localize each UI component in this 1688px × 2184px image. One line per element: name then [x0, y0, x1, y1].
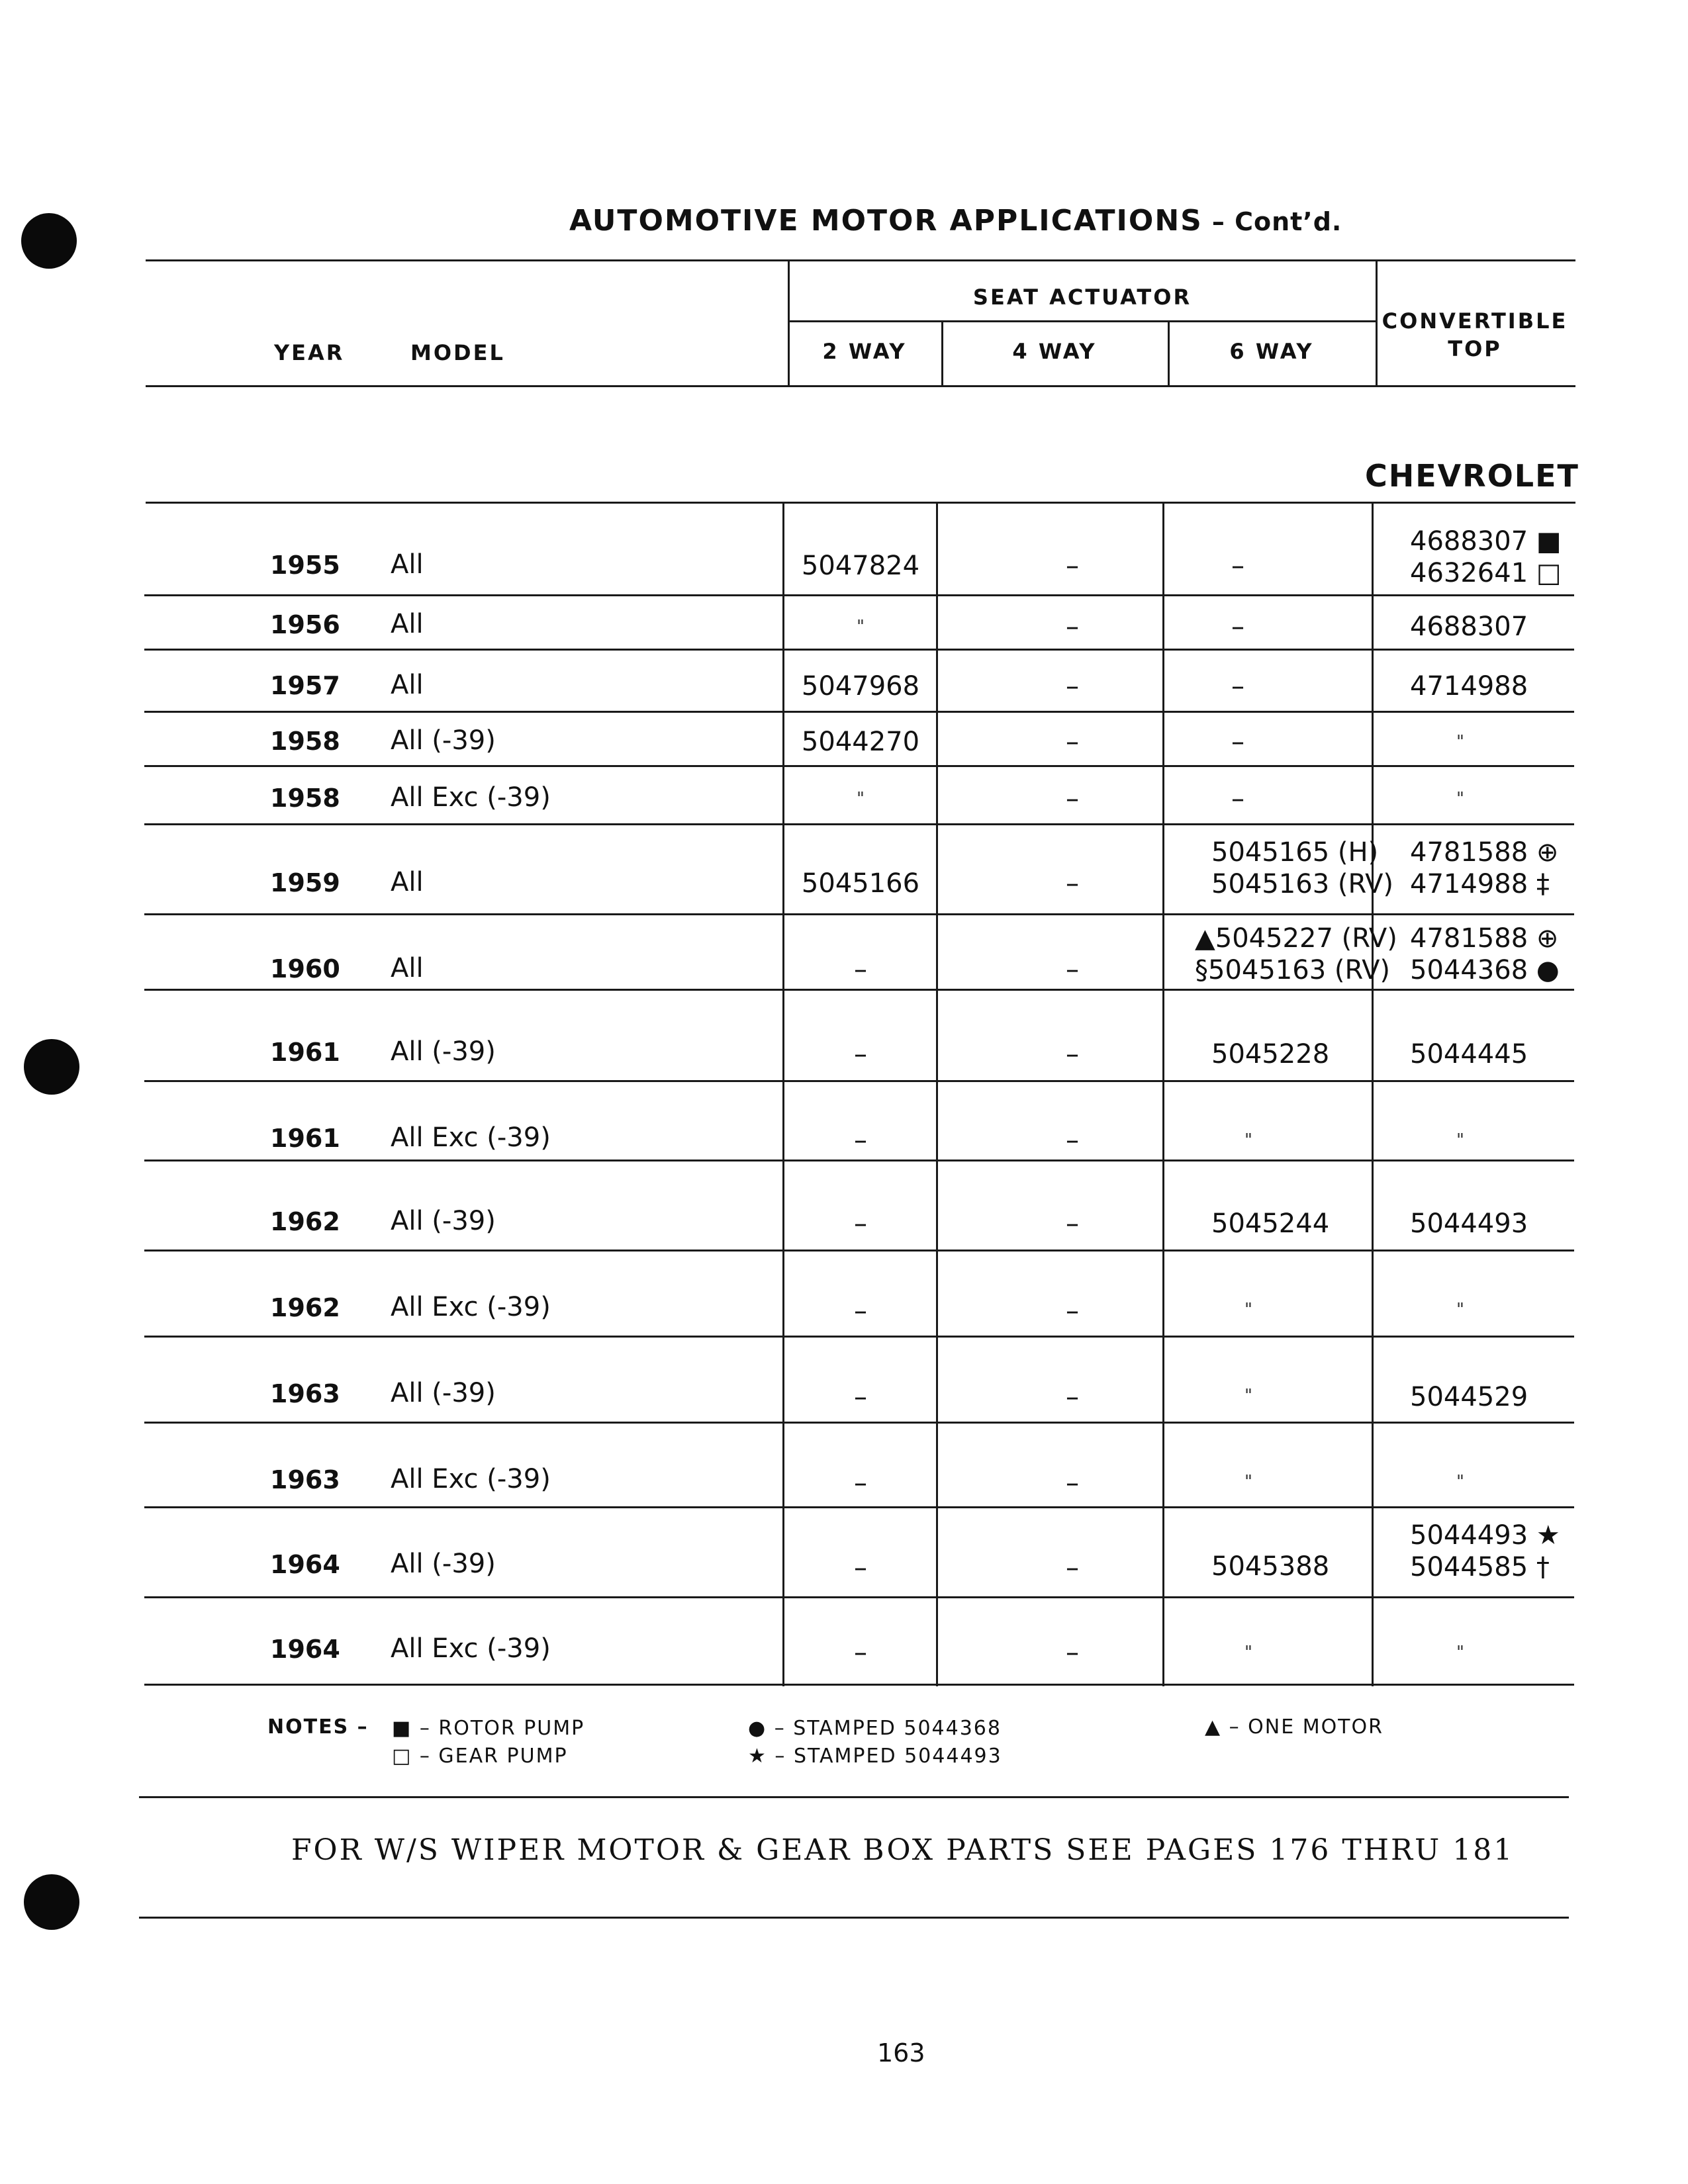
four-way-cell: –	[1066, 1296, 1079, 1326]
six-way-cell	[1195, 923, 1397, 986]
body-top-rule	[146, 502, 1575, 504]
year-cell: 1956	[270, 610, 340, 639]
four-way-cell: –	[1066, 1125, 1079, 1156]
four-way-cell: –	[1066, 868, 1079, 899]
year-cell: 1964	[270, 1550, 340, 1579]
six-way-value: –	[1231, 784, 1244, 814]
header-bottom-rule	[146, 385, 1575, 387]
header-four-way: 4 WAY	[1012, 339, 1097, 364]
convertible-top-cell	[1410, 1382, 1609, 1412]
six-way-cell	[1211, 1551, 1397, 1582]
binder-hole-top	[21, 213, 77, 269]
four-way-cell: –	[1066, 612, 1079, 642]
two-way-cell: –	[854, 1468, 867, 1498]
four-way-cell: –	[1066, 671, 1079, 702]
six-way-value: "	[1244, 1643, 1252, 1662]
model-cell: All	[391, 609, 424, 639]
convertible-top-value: "	[1456, 1130, 1464, 1150]
six-way-value: –	[1231, 612, 1244, 642]
note-stamped-5044368: ● – STAMPED 5044368	[748, 1717, 1002, 1740]
six-way-cell	[1244, 1643, 1430, 1662]
model-cell: All (-39)	[391, 1206, 496, 1236]
convertible-top-value: 5044445	[1410, 1039, 1528, 1069]
two-way-cell: –	[854, 1125, 867, 1156]
four-way-cell: –	[1066, 1208, 1079, 1239]
footer-bottom-rule	[139, 1917, 1569, 1919]
year-cell: 1961	[270, 1038, 340, 1067]
model-cell: All (-39)	[391, 1378, 496, 1408]
model-cell: All	[391, 867, 424, 897]
year-cell: 1964	[270, 1635, 340, 1664]
row-rule	[144, 649, 1574, 651]
convertible-top-value: 5044368 ●	[1410, 955, 1560, 985]
convertible-top-value: 4781588 ⊕	[1410, 837, 1559, 868]
page-title-text: AUTOMOTIVE MOTOR APPLICATIONS	[569, 204, 1203, 238]
header-seat-actuator: SEAT ACTUATOR	[972, 285, 1192, 310]
convertible-top-value: "	[1456, 1300, 1464, 1320]
six-way-cell	[1211, 837, 1397, 900]
year-cell: 1961	[270, 1124, 340, 1153]
row-rule	[144, 1160, 1574, 1161]
convertible-top-cell	[1456, 789, 1655, 809]
two-way-cell: –	[854, 1553, 867, 1583]
two-way-cell: –	[854, 1296, 867, 1326]
binder-hole-middle	[24, 1039, 79, 1095]
page-title-suffix: – Cont’d.	[1211, 207, 1342, 236]
convertible-top-value: 5044529	[1410, 1382, 1528, 1412]
header-six-way: 6 WAY	[1229, 339, 1314, 364]
note-rotor-pump: ■ – ROTOR PUMP	[392, 1717, 585, 1740]
six-way-cell	[1231, 671, 1417, 702]
six-way-cell	[1231, 612, 1417, 642]
header-top-rule	[146, 259, 1575, 261]
row-rule	[144, 1684, 1574, 1686]
six-way-value: 5045244	[1211, 1208, 1330, 1239]
row-rule	[144, 765, 1574, 767]
model-cell: All (-39)	[391, 1036, 496, 1067]
model-cell: All Exc (-39)	[391, 782, 551, 813]
year-cell: 1962	[270, 1293, 340, 1322]
six-way-value: 5045228	[1211, 1039, 1330, 1069]
four-way-cell: –	[1066, 1637, 1079, 1668]
model-cell: All Exc (-39)	[391, 1122, 551, 1153]
four-way-cell: –	[1066, 551, 1079, 581]
year-cell: 1955	[270, 551, 340, 580]
header-convertible-top-line2: TOP	[1448, 336, 1502, 361]
row-rule	[144, 823, 1574, 825]
notes-bottom-rule	[139, 1796, 1569, 1798]
header-two-way: 2 WAY	[822, 339, 907, 364]
page-title	[569, 204, 1342, 238]
convertible-top-cell	[1456, 732, 1655, 752]
six-way-cell	[1231, 551, 1417, 581]
note-one-motor: ▲ – ONE MOTOR	[1205, 1715, 1383, 1739]
notes-label: NOTES –	[267, 1715, 369, 1739]
six-way-value: "	[1244, 1300, 1252, 1320]
four-way-cell: –	[1066, 1553, 1079, 1583]
four-way-cell: –	[1066, 954, 1079, 985]
convertible-top-value: 4632641 □	[1410, 558, 1562, 588]
model-cell: All (-39)	[391, 725, 496, 756]
header-model: MODEL	[410, 340, 505, 365]
convertible-top-cell	[1410, 923, 1609, 986]
row-rule	[144, 989, 1574, 991]
two-way-cell: "	[857, 789, 865, 809]
six-way-cell	[1244, 1386, 1430, 1406]
convertible-top-value: 5044493 ★	[1410, 1520, 1560, 1551]
four-way-cell: –	[1066, 1382, 1079, 1412]
footer-reference: FOR W/S WIPER MOTOR & GEAR BOX PARTS SEE PAGES 176 THRU 181	[291, 1833, 1515, 1867]
six-way-value: 5045165 (H)	[1211, 837, 1379, 868]
year-cell: 1957	[270, 671, 340, 700]
row-rule	[144, 1596, 1574, 1598]
six-way-cell	[1211, 1039, 1397, 1069]
year-cell: 1962	[270, 1207, 340, 1236]
convertible-top-cell	[1456, 1643, 1655, 1662]
two-way-cell: –	[854, 1039, 867, 1069]
convertible-top-value: "	[1456, 732, 1464, 752]
six-way-value: "	[1244, 1386, 1252, 1406]
two-way-cell: 5047968	[801, 671, 920, 702]
four-way-cell: –	[1066, 1468, 1079, 1498]
six-way-value: –	[1231, 727, 1244, 757]
year-cell: 1958	[270, 784, 340, 813]
six-way-cell	[1244, 1130, 1430, 1150]
convertible-top-value: 5044585 †	[1410, 1552, 1550, 1582]
seat-actuator-rule	[788, 320, 1377, 322]
six-way-cell	[1244, 1300, 1430, 1320]
header-divider-1	[788, 259, 790, 385]
body-divider-2	[936, 502, 938, 1686]
model-cell: All (-39)	[391, 1549, 496, 1579]
model-cell: All	[391, 953, 424, 983]
six-way-value: "	[1244, 1472, 1252, 1492]
convertible-top-value: 4688307	[1410, 612, 1528, 642]
year-cell: 1959	[270, 868, 340, 897]
row-rule	[144, 913, 1574, 915]
header-convertible-top-line1: CONVERTIBLE	[1382, 308, 1568, 334]
row-rule	[144, 1250, 1574, 1251]
six-way-cell	[1231, 784, 1417, 814]
two-way-cell: 5044270	[801, 727, 920, 757]
model-cell: All	[391, 549, 424, 580]
convertible-top-value: "	[1456, 1472, 1464, 1492]
body-divider-3	[1162, 502, 1164, 1686]
two-way-cell: –	[854, 1208, 867, 1239]
convertible-top-value: 4714988 ‡	[1410, 869, 1550, 899]
binder-hole-bottom	[24, 1874, 79, 1930]
six-way-cell	[1211, 1208, 1397, 1239]
convertible-top-value: 4714988	[1410, 671, 1528, 702]
two-way-cell: 5045166	[801, 868, 920, 899]
note-stamped-5044493: ★ – STAMPED 5044493	[748, 1745, 1002, 1768]
page-number: 163	[877, 2038, 925, 2068]
convertible-top-cell	[1410, 837, 1609, 900]
convertible-top-cell	[1410, 525, 1609, 589]
six-way-value: §5045163 (RV)	[1195, 955, 1391, 985]
six-way-cell	[1231, 727, 1417, 757]
six-way-cell	[1244, 1472, 1430, 1492]
year-cell: 1958	[270, 727, 340, 756]
convertible-top-value: "	[1456, 789, 1464, 809]
model-cell: All Exc (-39)	[391, 1292, 551, 1322]
header-year: YEAR	[274, 340, 345, 365]
six-way-value: ▲5045227 (RV)	[1195, 923, 1397, 954]
two-way-cell: 5047824	[801, 551, 920, 581]
two-way-cell: –	[854, 1637, 867, 1668]
four-way-cell: –	[1066, 784, 1079, 814]
convertible-top-cell	[1410, 1039, 1609, 1069]
model-cell: All Exc (-39)	[391, 1464, 551, 1494]
convertible-top-cell	[1410, 612, 1609, 642]
convertible-top-value: "	[1456, 1643, 1464, 1662]
convertible-top-cell	[1410, 671, 1609, 702]
convertible-top-value: 4781588 ⊕	[1410, 923, 1559, 954]
convertible-top-value: 5044493	[1410, 1208, 1528, 1239]
row-rule	[144, 1080, 1574, 1082]
make-heading: CHEVROLET	[1365, 458, 1579, 494]
year-cell: 1960	[270, 954, 340, 983]
six-way-value: –	[1231, 551, 1244, 581]
four-way-cell: –	[1066, 727, 1079, 757]
model-cell: All	[391, 670, 424, 700]
two-way-cell: –	[854, 1382, 867, 1412]
two-way-cell: "	[857, 617, 865, 637]
convertible-top-cell	[1410, 1208, 1609, 1239]
six-way-value: 5045163 (RV)	[1211, 869, 1394, 899]
convertible-top-cell	[1456, 1130, 1655, 1150]
year-cell: 1963	[270, 1465, 340, 1494]
six-way-value: 5045388	[1211, 1551, 1330, 1582]
year-cell: 1963	[270, 1379, 340, 1408]
convertible-top-cell	[1410, 1520, 1609, 1583]
convertible-top-cell	[1456, 1300, 1655, 1320]
convertible-top-value: 4688307 ■	[1410, 526, 1562, 557]
row-rule	[144, 711, 1574, 713]
row-rule	[144, 594, 1574, 596]
four-way-cell: –	[1066, 1039, 1079, 1069]
body-divider-1	[782, 502, 784, 1686]
row-rule	[144, 1422, 1574, 1424]
six-way-value: –	[1231, 671, 1244, 702]
row-rule	[144, 1506, 1574, 1508]
row-rule	[144, 1336, 1574, 1338]
six-way-value: "	[1244, 1130, 1252, 1150]
convertible-top-cell	[1456, 1472, 1655, 1492]
model-cell: All Exc (-39)	[391, 1633, 551, 1664]
two-way-cell: –	[854, 954, 867, 985]
note-gear-pump: □ – GEAR PUMP	[392, 1745, 568, 1768]
